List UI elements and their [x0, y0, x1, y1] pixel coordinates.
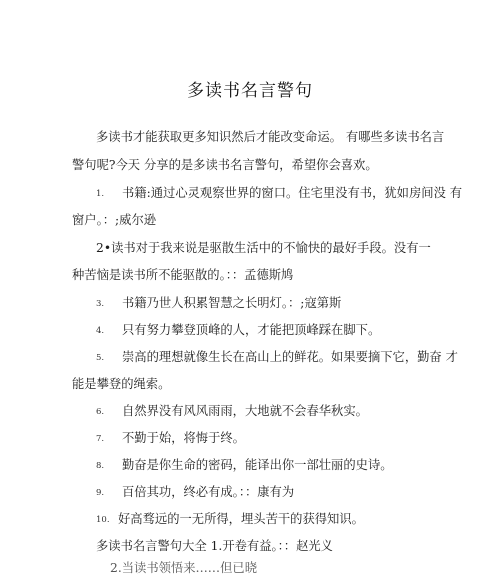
- cutoff-line: 2.当读书领悟来……但已晓: [110, 561, 257, 575]
- list-item: [96, 403, 368, 420]
- item-number: 8.: [96, 461, 105, 471]
- item-text: 不勤于始，将悔于终。: [122, 431, 245, 445]
- item-number: 10.: [96, 515, 110, 525]
- list-item: [96, 185, 462, 202]
- list-item: [96, 511, 364, 528]
- item-text: 好高骛远的一无所得，埋头苦干的获得知识。: [118, 512, 364, 526]
- item-text: 勤奋是你生命的密码，能译出你一部壮丽的史诗。: [122, 458, 393, 472]
- item-text: 自然界没有风风雨雨，大地就不会春华秋实。: [122, 404, 368, 418]
- item-text: 只有努力攀登顶峰的人，才能把顶峰踩在脚下。: [122, 323, 381, 337]
- item-number: 6.: [96, 407, 105, 417]
- list-item: [96, 430, 245, 447]
- list-item: [96, 322, 380, 339]
- page-title: 多读书名言警句: [187, 81, 313, 101]
- item-text: 崇高的理想就像生长在高山上的鲜花。如果要摘下它，勤奋 才: [122, 350, 458, 364]
- item-text: 书籍乃世人积累智慧之长明灯。：;寇第斯: [122, 296, 342, 310]
- list-item: [96, 484, 294, 501]
- intro-line-2: 警句呢?今天 分享的是多读书名言警句，希望你会喜欢。: [72, 158, 378, 172]
- list-item: 2•读书对于我来说是驱散生活中的不愉快的最好手段。没有一: [96, 241, 431, 255]
- item-number: 1.: [96, 189, 105, 199]
- item-number: 7.: [96, 434, 105, 444]
- item-continuation: 能是攀登的绳索。: [72, 377, 171, 391]
- intro-line-1: 多读书才能获取更多知识然后才能改变命运。 有哪些多读书名言: [96, 130, 445, 144]
- item-number: 9.: [96, 488, 105, 498]
- list-item: [96, 349, 458, 366]
- list-item: [96, 295, 341, 312]
- item-number: 4.: [96, 326, 105, 336]
- item-number: 5.: [96, 353, 105, 363]
- item-text: 书籍:通过心灵观察世界的窗口。住宅里没有书，犹如房间没 有: [122, 186, 463, 200]
- item-continuation: 窗户。：;威尔逊: [72, 213, 157, 227]
- item-number: 3.: [96, 299, 105, 309]
- item-text: 百倍其功，终必有成。：：康有为: [122, 485, 295, 499]
- list-item: [96, 457, 393, 474]
- section-heading: 多读书名言警句大全 1.开卷有益。：：赵光义: [96, 539, 333, 553]
- item-continuation: 种苦恼是读书所不能驱散的。：：孟德斯鸠: [72, 268, 294, 282]
